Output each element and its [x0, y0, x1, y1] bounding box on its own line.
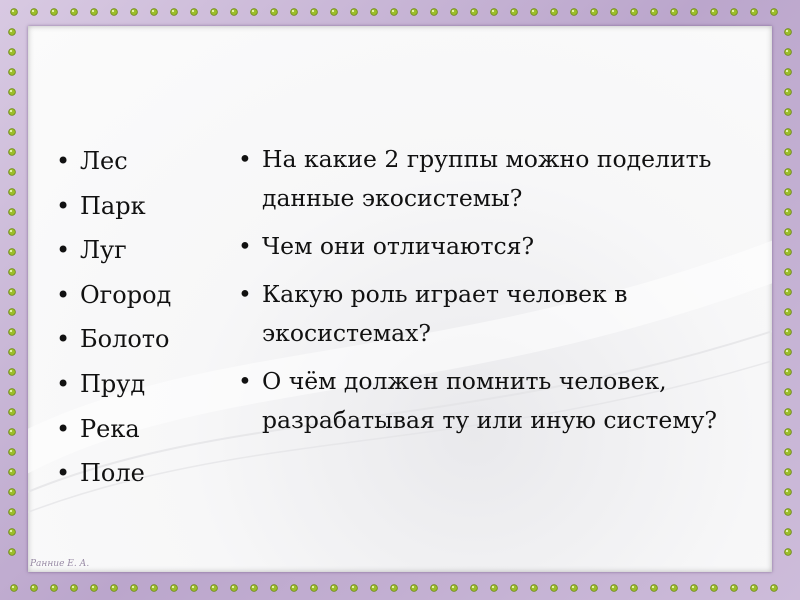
- border-dot: [9, 349, 16, 356]
- border-dot-highlight: [786, 530, 788, 532]
- border-dot-highlight: [10, 70, 12, 72]
- border-dot-highlight: [786, 190, 788, 192]
- border-dot: [371, 9, 378, 16]
- border-dot-highlight: [10, 230, 12, 232]
- border-dot-highlight: [192, 10, 194, 12]
- border-dot-highlight: [332, 586, 334, 588]
- border-dot: [311, 9, 318, 16]
- border-dot: [711, 9, 718, 16]
- border-dot-highlight: [312, 586, 314, 588]
- border-dot-highlight: [172, 10, 174, 12]
- ecosystem-item: • Парк: [80, 188, 240, 233]
- border-dot-highlight: [786, 30, 788, 32]
- border-dot-highlight: [532, 586, 534, 588]
- ecosystem-item: • Пруд: [80, 366, 240, 411]
- border-dot: [785, 109, 792, 116]
- border-dot: [785, 489, 792, 496]
- border-dot-highlight: [772, 586, 774, 588]
- border-dot: [51, 585, 58, 592]
- border-dot: [411, 9, 418, 16]
- border-dot-highlight: [10, 210, 12, 212]
- border-dot: [785, 529, 792, 536]
- border-dot-highlight: [552, 586, 554, 588]
- border-dot: [531, 9, 538, 16]
- border-dot: [291, 9, 298, 16]
- border-dot: [471, 9, 478, 16]
- border-dot: [9, 269, 16, 276]
- border-dot: [51, 9, 58, 16]
- border-dot-highlight: [632, 586, 634, 588]
- border-dot: [151, 9, 158, 16]
- border-dot: [771, 9, 778, 16]
- border-dot: [91, 585, 98, 592]
- border-dot-highlight: [32, 10, 34, 12]
- border-dot: [311, 585, 318, 592]
- border-dot: [111, 9, 118, 16]
- border-dot-highlight: [572, 10, 574, 12]
- border-dot: [785, 309, 792, 316]
- border-dot: [785, 469, 792, 476]
- border-dot-highlight: [152, 10, 154, 12]
- border-dot: [785, 449, 792, 456]
- border-dot-highlight: [652, 586, 654, 588]
- border-dot-highlight: [10, 250, 12, 252]
- border-dot-highlight: [10, 410, 12, 412]
- border-dot-highlight: [786, 170, 788, 172]
- border-dot: [391, 585, 398, 592]
- border-dot-highlight: [786, 210, 788, 212]
- border-dot-highlight: [252, 10, 254, 12]
- border-dot-highlight: [10, 550, 12, 552]
- border-dot-highlight: [786, 350, 788, 352]
- border-dot: [271, 9, 278, 16]
- border-dot: [651, 9, 658, 16]
- border-dot: [785, 249, 792, 256]
- author-signature: Ранние Е. А.: [30, 559, 90, 569]
- border-dot-highlight: [592, 586, 594, 588]
- ecosystem-item: • Огород: [80, 277, 240, 322]
- border-dot-highlight: [472, 10, 474, 12]
- border-dot: [71, 9, 78, 16]
- border-dot-highlight: [12, 10, 14, 12]
- border-dot-highlight: [786, 90, 788, 92]
- border-dot: [9, 369, 16, 376]
- border-dot-highlight: [10, 490, 12, 492]
- border-dot: [9, 309, 16, 316]
- border-dot-highlight: [52, 10, 54, 12]
- question-item: • Чем они отличаются?: [262, 227, 762, 266]
- border-dot: [211, 9, 218, 16]
- border-dot: [9, 469, 16, 476]
- border-dot-highlight: [10, 50, 12, 52]
- border-dot-highlight: [612, 10, 614, 12]
- border-dot: [9, 509, 16, 516]
- border-dot: [351, 585, 358, 592]
- border-dot: [491, 585, 498, 592]
- border-dot: [251, 585, 258, 592]
- border-dot: [9, 189, 16, 196]
- border-dot: [9, 249, 16, 256]
- border-dot: [391, 9, 398, 16]
- border-dot-highlight: [10, 330, 12, 332]
- border-dot-highlight: [10, 130, 12, 132]
- border-dot-highlight: [10, 290, 12, 292]
- border-dot: [351, 9, 358, 16]
- border-dot-highlight: [752, 10, 754, 12]
- border-dot-highlight: [786, 310, 788, 312]
- question-item: • О чём должен помнить человек, разрабатывая ту или иную систему?: [262, 362, 762, 440]
- border-dot: [31, 9, 38, 16]
- border-dot-highlight: [632, 10, 634, 12]
- border-dot: [9, 69, 16, 76]
- border-dot: [785, 69, 792, 76]
- border-dot: [471, 585, 478, 592]
- border-dot: [451, 9, 458, 16]
- border-dot-highlight: [786, 110, 788, 112]
- border-dot-highlight: [10, 90, 12, 92]
- border-dot-highlight: [786, 410, 788, 412]
- border-dot: [751, 585, 758, 592]
- border-dot-highlight: [292, 10, 294, 12]
- border-dot: [551, 9, 558, 16]
- border-dot: [9, 389, 16, 396]
- border-dot-highlight: [10, 470, 12, 472]
- border-dot-highlight: [10, 150, 12, 152]
- border-dot: [131, 585, 138, 592]
- border-dot-highlight: [772, 10, 774, 12]
- border-dot-highlight: [252, 586, 254, 588]
- border-dot-highlight: [10, 510, 12, 512]
- border-dot: [531, 585, 538, 592]
- border-dot-highlight: [72, 10, 74, 12]
- border-dot-highlight: [652, 10, 654, 12]
- border-dot: [611, 585, 618, 592]
- border-dot-highlight: [692, 586, 694, 588]
- border-dot-highlight: [112, 586, 114, 588]
- border-dot: [9, 89, 16, 96]
- border-dot-highlight: [786, 490, 788, 492]
- border-dot: [785, 329, 792, 336]
- border-dot-highlight: [232, 10, 234, 12]
- border-dot: [211, 585, 218, 592]
- border-dot: [231, 585, 238, 592]
- border-dot: [331, 585, 338, 592]
- border-dot: [651, 585, 658, 592]
- border-dot-highlight: [786, 290, 788, 292]
- border-dot-highlight: [392, 10, 394, 12]
- border-dot-highlight: [112, 10, 114, 12]
- border-dot: [591, 585, 598, 592]
- border-dot-highlight: [732, 586, 734, 588]
- border-dot: [691, 9, 698, 16]
- border-dot: [785, 289, 792, 296]
- border-dot: [11, 9, 18, 16]
- border-dot: [11, 585, 18, 592]
- border-dot-highlight: [786, 450, 788, 452]
- border-dot: [511, 9, 518, 16]
- border-dot-highlight: [552, 10, 554, 12]
- ecosystem-item: • Болото: [80, 321, 240, 366]
- border-dot: [151, 585, 158, 592]
- border-dot: [9, 129, 16, 136]
- border-dot-highlight: [672, 10, 674, 12]
- border-dot: [111, 585, 118, 592]
- border-dot-highlight: [92, 10, 94, 12]
- border-dot-highlight: [732, 10, 734, 12]
- border-dot: [9, 429, 16, 436]
- border-dot: [91, 9, 98, 16]
- border-dot: [785, 29, 792, 36]
- border-dot-highlight: [52, 586, 54, 588]
- border-dot: [251, 9, 258, 16]
- border-dot-highlight: [786, 550, 788, 552]
- border-dot-highlight: [572, 586, 574, 588]
- border-dot: [591, 9, 598, 16]
- border-dot-highlight: [512, 10, 514, 12]
- border-dot: [9, 109, 16, 116]
- border-dot: [785, 169, 792, 176]
- border-dot: [171, 9, 178, 16]
- border-dot: [785, 349, 792, 356]
- border-dot: [71, 585, 78, 592]
- border-dot-highlight: [412, 586, 414, 588]
- border-dot-highlight: [10, 450, 12, 452]
- border-dot: [785, 509, 792, 516]
- border-dot-highlight: [752, 586, 754, 588]
- border-dot-highlight: [786, 470, 788, 472]
- question-item: • Какую роль играет человек в экосистемах?: [262, 275, 762, 353]
- border-dot: [9, 329, 16, 336]
- border-dot: [9, 29, 16, 36]
- border-dot-highlight: [332, 10, 334, 12]
- border-dot-highlight: [786, 270, 788, 272]
- border-dot: [9, 549, 16, 556]
- border-dot-highlight: [72, 586, 74, 588]
- question-list: [262, 140, 762, 449]
- border-dot-highlight: [132, 10, 134, 12]
- border-dot: [271, 585, 278, 592]
- border-dot-highlight: [10, 110, 12, 112]
- border-dot: [731, 585, 738, 592]
- border-dot: [9, 489, 16, 496]
- border-dot-highlight: [432, 10, 434, 12]
- border-dot-highlight: [10, 170, 12, 172]
- border-dot-highlight: [312, 10, 314, 12]
- border-dot-highlight: [786, 370, 788, 372]
- border-dot: [785, 409, 792, 416]
- border-dot: [291, 585, 298, 592]
- border-dot-highlight: [786, 390, 788, 392]
- border-dot: [785, 269, 792, 276]
- border-dot: [331, 9, 338, 16]
- border-dot-highlight: [10, 190, 12, 192]
- border-dot-highlight: [10, 390, 12, 392]
- border-dot-highlight: [492, 586, 494, 588]
- border-dot: [9, 289, 16, 296]
- border-dot-highlight: [786, 130, 788, 132]
- border-dot: [671, 9, 678, 16]
- border-dot-highlight: [492, 10, 494, 12]
- border-dot-highlight: [352, 586, 354, 588]
- border-dot-highlight: [786, 150, 788, 152]
- border-dot-highlight: [212, 586, 214, 588]
- border-dot: [785, 229, 792, 236]
- border-dot: [9, 209, 16, 216]
- border-dot-highlight: [612, 586, 614, 588]
- border-dot: [631, 585, 638, 592]
- border-dot-highlight: [172, 586, 174, 588]
- ecosystem-item: • Поле: [80, 455, 240, 500]
- border-dot: [785, 429, 792, 436]
- border-dot-highlight: [786, 250, 788, 252]
- border-dot-highlight: [372, 10, 374, 12]
- border-dot-highlight: [212, 10, 214, 12]
- border-dot-highlight: [692, 10, 694, 12]
- border-dot: [785, 149, 792, 156]
- border-dot: [9, 169, 16, 176]
- border-dot-highlight: [712, 586, 714, 588]
- border-dot-highlight: [786, 430, 788, 432]
- border-dot-highlight: [10, 430, 12, 432]
- border-dot-highlight: [786, 70, 788, 72]
- border-dot: [451, 585, 458, 592]
- border-dot: [511, 585, 518, 592]
- border-dot-highlight: [452, 10, 454, 12]
- border-dot: [551, 585, 558, 592]
- border-dot: [9, 149, 16, 156]
- border-dot: [771, 585, 778, 592]
- border-dot-highlight: [392, 586, 394, 588]
- border-dot: [431, 585, 438, 592]
- border-dot-highlight: [472, 586, 474, 588]
- border-dot-highlight: [10, 30, 12, 32]
- border-dot-highlight: [712, 10, 714, 12]
- border-dot-highlight: [232, 586, 234, 588]
- border-dot-highlight: [786, 50, 788, 52]
- border-dot: [785, 209, 792, 216]
- border-dot: [9, 449, 16, 456]
- border-dot: [785, 129, 792, 136]
- border-dot-highlight: [272, 586, 274, 588]
- border-dot-highlight: [786, 510, 788, 512]
- border-dot: [611, 9, 618, 16]
- border-dot: [785, 189, 792, 196]
- border-dot-highlight: [672, 586, 674, 588]
- border-dot-highlight: [786, 230, 788, 232]
- border-dot-highlight: [512, 586, 514, 588]
- border-dot: [785, 549, 792, 556]
- border-dot: [31, 585, 38, 592]
- border-dot: [9, 409, 16, 416]
- border-dot-highlight: [272, 10, 274, 12]
- border-dot: [191, 9, 198, 16]
- border-dot: [9, 529, 16, 536]
- border-dot: [631, 9, 638, 16]
- border-dot-highlight: [532, 10, 534, 12]
- border-dot: [371, 585, 378, 592]
- border-dot-highlight: [432, 586, 434, 588]
- border-dot-highlight: [352, 10, 354, 12]
- border-dot-highlight: [292, 586, 294, 588]
- border-dot-highlight: [10, 310, 12, 312]
- border-dot-highlight: [92, 586, 94, 588]
- border-dot: [691, 585, 698, 592]
- border-dot: [9, 229, 16, 236]
- border-dot: [431, 9, 438, 16]
- border-dot: [231, 9, 238, 16]
- border-dot: [711, 585, 718, 592]
- border-dot-highlight: [372, 586, 374, 588]
- border-dot: [131, 9, 138, 16]
- question-item: • На какие 2 группы можно поделить данные экосистемы?: [262, 140, 762, 218]
- border-dot: [411, 585, 418, 592]
- border-dot-highlight: [192, 586, 194, 588]
- ecosystem-item: • Лес: [80, 143, 240, 188]
- border-dot: [785, 369, 792, 376]
- ecosystem-item: • Луг: [80, 232, 240, 277]
- border-dot-highlight: [10, 370, 12, 372]
- border-dot-highlight: [10, 530, 12, 532]
- border-dot: [785, 89, 792, 96]
- border-dot-highlight: [12, 586, 14, 588]
- border-dot-highlight: [132, 586, 134, 588]
- border-dot-highlight: [10, 270, 12, 272]
- border-dot: [731, 9, 738, 16]
- border-dot: [785, 389, 792, 396]
- border-dot: [9, 49, 16, 56]
- ecosystem-item: • Река: [80, 411, 240, 456]
- border-dot-highlight: [412, 10, 414, 12]
- border-dot: [751, 9, 758, 16]
- border-dot-highlight: [786, 330, 788, 332]
- border-dot: [171, 585, 178, 592]
- border-dot-highlight: [10, 350, 12, 352]
- border-dot: [491, 9, 498, 16]
- border-dot: [785, 49, 792, 56]
- border-dot-highlight: [32, 586, 34, 588]
- border-dot: [671, 585, 678, 592]
- border-dot: [191, 585, 198, 592]
- border-dot-highlight: [592, 10, 594, 12]
- ecosystem-list: [80, 143, 240, 500]
- border-dot: [571, 9, 578, 16]
- border-dot-highlight: [452, 586, 454, 588]
- border-dot-highlight: [152, 586, 154, 588]
- border-dot: [571, 585, 578, 592]
